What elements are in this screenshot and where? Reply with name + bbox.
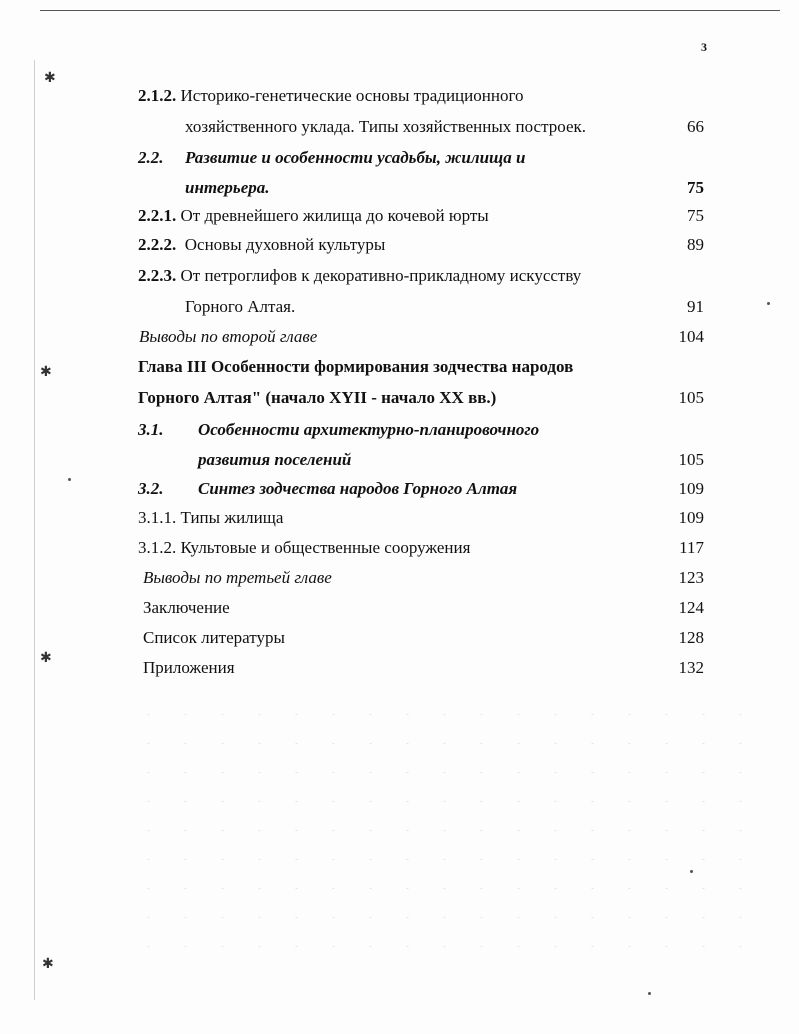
toc-entry-label: Горного Алтая.	[185, 297, 296, 316]
toc-entry-label: 2.2.3. От петроглифов к декоративно-прикладному искусству	[138, 266, 582, 285]
toc-entry-page: 128	[678, 628, 704, 647]
page-number: 3	[701, 40, 707, 54]
toc-entry-page: 124	[678, 598, 704, 617]
toc-entry-page: 75	[687, 178, 704, 197]
toc-entry-label: 2.2.1. От древнейшего жилища до кочевой юрты	[138, 206, 489, 225]
toc-entry-label: интерьера.	[185, 178, 270, 197]
top-border-line	[40, 10, 780, 11]
toc-entry-page: 117	[679, 538, 704, 557]
toc-entry-label: 2.1.2. Историко-генетические основы традиционного	[138, 86, 524, 105]
toc-entry-page: 105	[678, 388, 704, 407]
scan-artifact	[648, 992, 651, 995]
toc-entry-page: 66	[687, 117, 704, 136]
toc-entry-page: 132	[678, 658, 704, 677]
scan-artifact: ✱	[40, 365, 52, 380]
scan-artifact: ✱	[40, 651, 52, 666]
toc-entry-page: 123	[678, 568, 704, 587]
toc-entry-page: 109	[678, 508, 704, 527]
toc-entry-page: 105	[678, 450, 704, 469]
toc-entry-label: 3.1. Особенности архитектурно-планировочного	[138, 420, 540, 439]
toc-entry-page: 91	[687, 297, 704, 316]
toc-entry-page: 104	[678, 327, 704, 346]
toc-entry-label: Заключение	[143, 598, 230, 617]
toc-entry-label: развития поселений	[198, 450, 352, 469]
toc-entry-page: 75	[687, 206, 704, 225]
left-margin-line	[34, 60, 35, 1000]
toc-entry-page: 109	[678, 479, 704, 498]
toc-entry-label: хозяйственного уклада. Типы хозяйственных построек.	[185, 117, 587, 136]
scan-artifact	[767, 302, 770, 305]
toc-entry-label: Список литературы	[143, 628, 285, 647]
toc-entry-label: 3.1.1. Типы жилища	[138, 508, 284, 527]
toc-entry-label: 3.1.2. Культовые и общественные сооружения	[138, 538, 471, 557]
toc-entry-label: 2.2.2. Основы духовной культуры	[138, 235, 386, 254]
chapter-heading: Глава III Особенности формирования зодчества народов	[138, 357, 574, 376]
toc-entry-label: Выводы по второй главе	[139, 327, 318, 346]
scan-artifact	[690, 870, 693, 873]
chapter-heading: Горного Алтая" (начало XYII - начало XX вв.)	[138, 388, 497, 407]
scan-artifact	[68, 478, 71, 481]
toc-entry-label: 3.2. Синтез зодчества народов Горного Алтая	[138, 479, 518, 498]
toc-entry-label: 2.2. Развитие и особенности усадьбы, жилища и	[138, 148, 526, 167]
toc-entry-label: Выводы по третьей главе	[143, 568, 332, 587]
toc-entry-label: Приложения	[143, 658, 235, 677]
scan-noise	[130, 700, 770, 960]
scan-artifact: ✱	[44, 71, 56, 86]
scan-artifact: ✱	[42, 957, 54, 972]
toc-entry-page: 89	[687, 235, 704, 254]
toc-entry-text: Историко-генетические основы традиционного	[180, 86, 524, 105]
